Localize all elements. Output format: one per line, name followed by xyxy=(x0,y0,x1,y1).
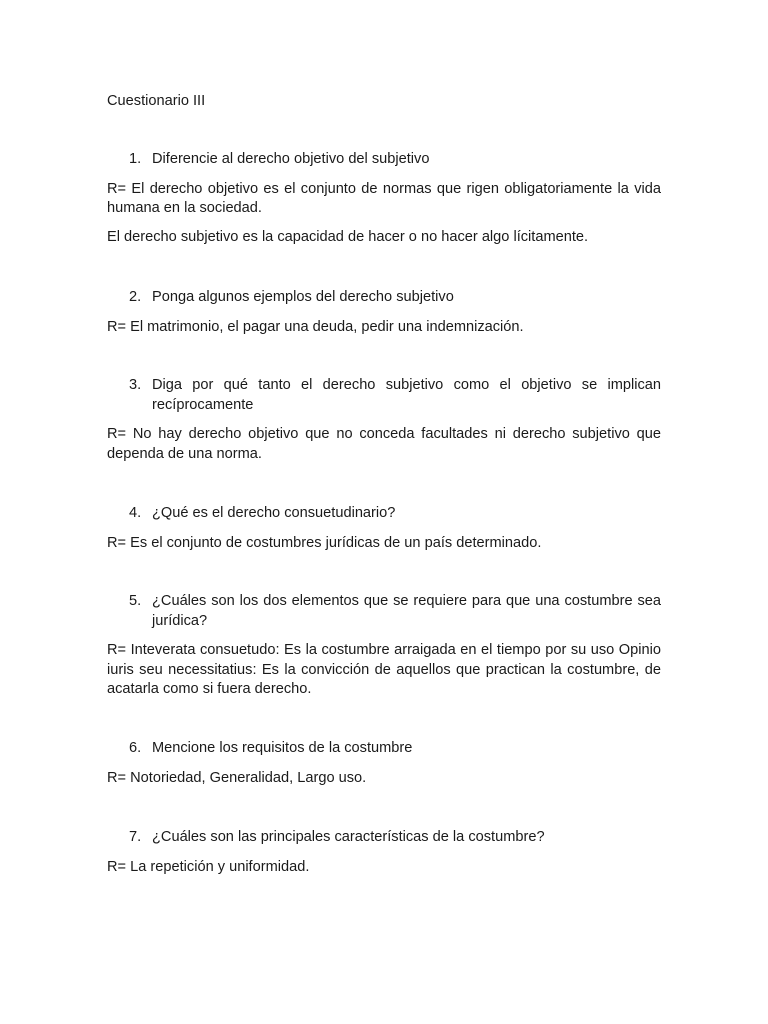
question-3 xyxy=(107,376,661,415)
question-block-7 xyxy=(107,828,661,877)
question-block-4 xyxy=(107,504,661,553)
question-number: 5. xyxy=(129,593,142,609)
question-6 xyxy=(107,739,661,759)
answer-1a: R= El derecho objetivo es el conjunto de normas que rigen obligatoriamente la vida humana en la sociedad. xyxy=(107,180,661,217)
answer-6: R= Notoriedad, Generalidad, Largo uso. xyxy=(107,769,367,786)
question-text: Mencione los requisitos de la costumbre xyxy=(152,740,413,756)
answer-2: R= El matrimonio, el pagar una deuda, pedir una indemnización. xyxy=(107,318,524,335)
question-7 xyxy=(107,828,661,848)
question-text: ¿Cuáles son las principales características de la costumbre? xyxy=(152,829,545,845)
question-text: ¿Cuáles son los dos elementos que se requiere para que una costumbre sea jurídica? xyxy=(152,593,661,629)
question-4 xyxy=(107,504,661,524)
question-block-3 xyxy=(107,376,661,464)
question-number: 6. xyxy=(129,740,142,756)
question-block-6 xyxy=(107,739,661,788)
question-block-5 xyxy=(107,592,661,700)
question-number: 1. xyxy=(129,151,142,167)
question-block-1 xyxy=(107,150,661,247)
question-1 xyxy=(107,150,661,170)
answer-4: R= Es el conjunto de costumbres jurídicas de un país determinado. xyxy=(107,534,542,551)
question-block-2 xyxy=(107,288,661,337)
question-number: 2. xyxy=(129,289,142,305)
answer-5: R= Inteverata consuetudo: Es la costumbre arraigada en el tiempo por su uso Opinio iuris seu necessitatius: Es la convicción de aquellos que practican la costumbre, de acatarla como si fuera derecho. xyxy=(107,642,661,698)
answer-7: R= La repetición y uniformidad. xyxy=(107,858,310,875)
answer-1b: El derecho subjetivo es la capacidad de hacer o no hacer algo lícitamente. xyxy=(107,228,589,245)
answer-3: R= No hay derecho objetivo que no conceda facultades ni derecho subjetivo que dependa de una norma. xyxy=(107,426,661,462)
question-text: Diga por qué tanto el derecho subjetivo como el objetivo se implican recíprocamente xyxy=(152,377,661,413)
question-text: ¿Qué es el derecho consuetudinario? xyxy=(152,505,396,521)
question-number: 3. xyxy=(129,377,142,393)
question-number: 7. xyxy=(129,829,142,845)
document-title: Cuestionario III xyxy=(107,93,206,109)
question-2 xyxy=(107,288,661,308)
question-5 xyxy=(107,592,661,631)
question-text: Ponga algunos ejemplos del derecho subjetivo xyxy=(152,289,454,305)
question-text: Diferencie al derecho objetivo del subjetivo xyxy=(152,151,430,167)
question-number: 4. xyxy=(129,505,142,521)
